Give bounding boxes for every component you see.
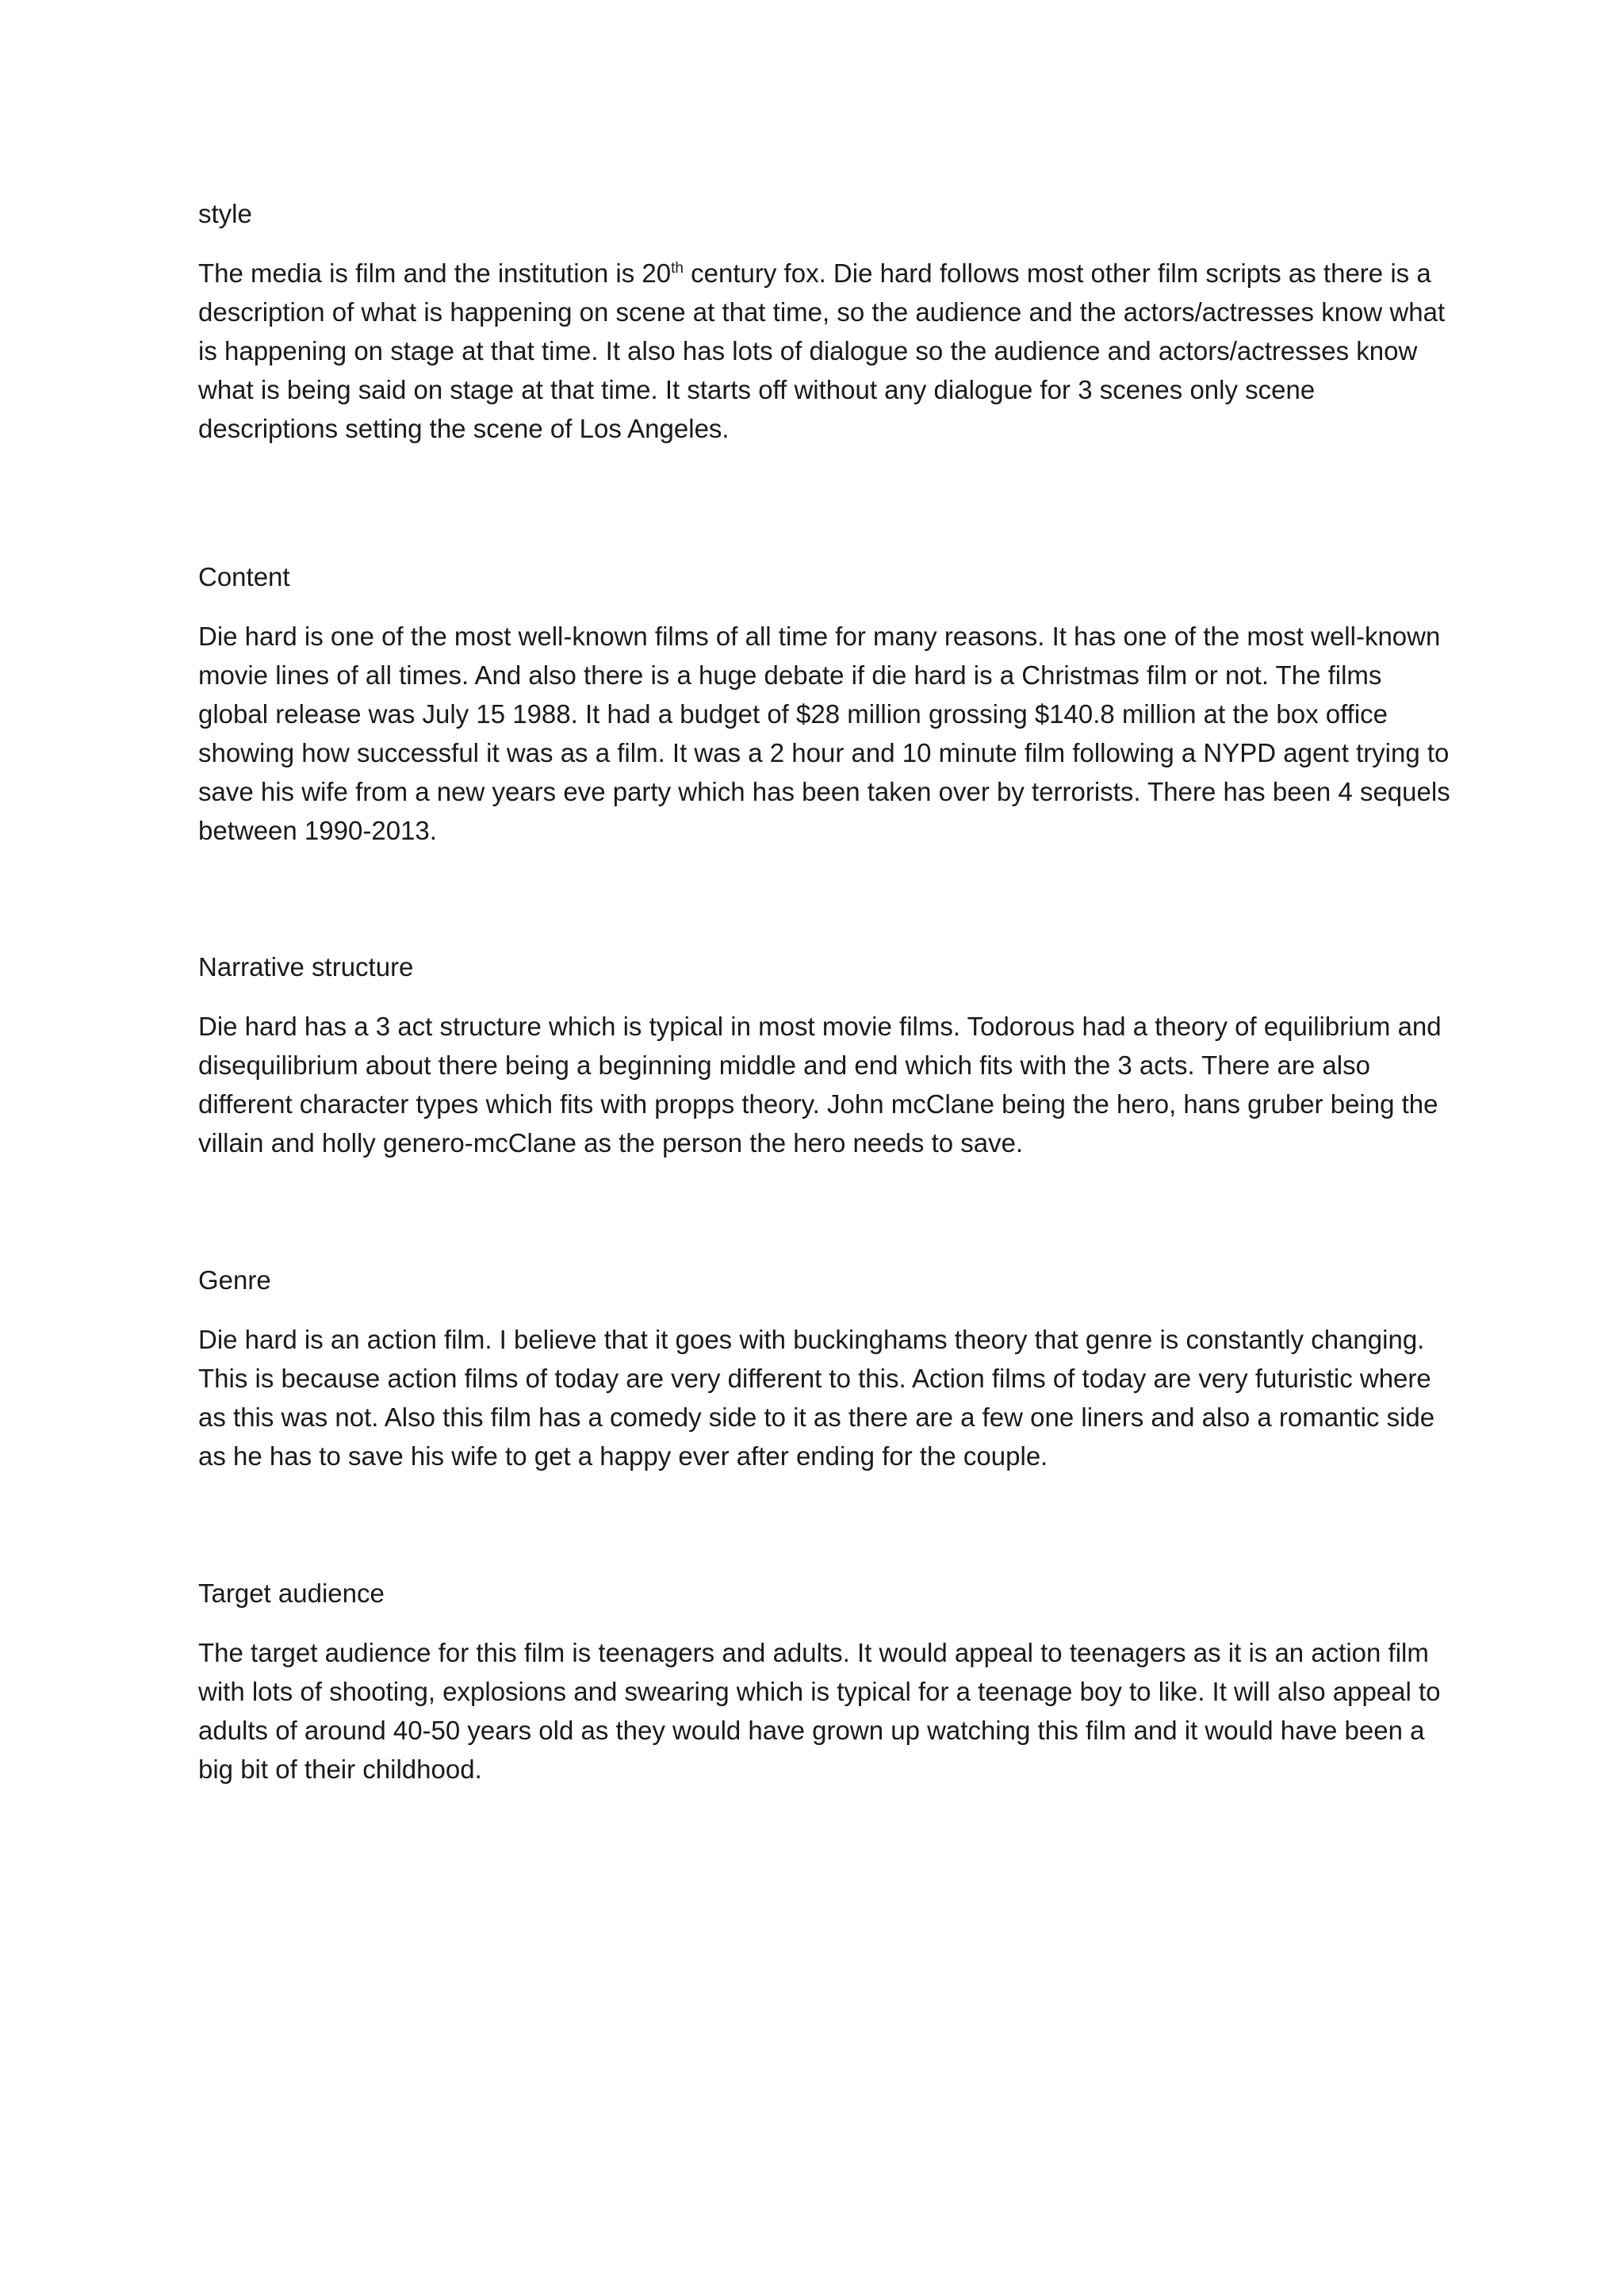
- section-body-genre: Die hard is an action film. I believe that it goes with buckinghams theory that genre is constantly changing. This is because action films of today are very different to this. Action films of today are very futuristic where as this was not. Also this film has a comedy side to it as there are a few one liners and also a romantic side as he has to save his wife to get a happy ever after ending for the couple.: [198, 1325, 1435, 1471]
- section-body-style: [198, 254, 1451, 448]
- style-text-part-1: The media is film and the institution is 20: [198, 258, 672, 288]
- section-narrative-structure: [198, 947, 1451, 1162]
- section-target-audience: [198, 1574, 1451, 1789]
- section-spacer: [198, 448, 1451, 557]
- section-heading-genre: Genre: [198, 1265, 271, 1295]
- section-spacer: [198, 1162, 1451, 1261]
- section-genre: [198, 1261, 1451, 1475]
- section-spacer: [198, 1475, 1451, 1574]
- section-heading-narrative-structure: Narrative structure: [198, 952, 414, 982]
- section-heading-style: style: [198, 199, 252, 228]
- style-text-part-2: century fox. Die hard follows most other film scripts as there is a description of what is happening on scene at that time, so the audience and the actors/actresses know what is happening on stage at that time. It also has lots of dialogue so the audience and actors/actresses know what is being said on stage at that time. It starts off without any dialogue for 3 scenes only scene descriptions setting the scene of Los Angeles.: [198, 258, 1446, 443]
- section-body-narrative-structure: Die hard has a 3 act structure which is typical in most movie films. Todorous had a theory of equilibrium and disequilibrium about there being a beginning middle and end which fits with the 3 acts. There are also different character types which fits with propps theory. John mcClane being the hero, hans gruber being the villain and holly genero-mcClane as the person the hero needs to save.: [198, 1012, 1442, 1158]
- section-heading-target-audience: Target audience: [198, 1578, 385, 1608]
- document-content: [198, 194, 1451, 1789]
- section-body-content: Die hard is one of the most well-known films of all time for many reasons. It has one of the most well-known movie lines of all times. And also there is a huge debate if die hard is a Christmas film or not. The films global release was July 15 1988. It had a budget of $28 million grossing $140.8 million at the box office showing how successful it was as a film. It was a 2 hour and 10 minute film following a NYPD agent trying to save his wife from a new years eve party which has been taken over by terrorists. There has been 4 sequels between 1990-2013.: [198, 622, 1450, 845]
- section-spacer: [198, 850, 1451, 947]
- ordinal-superscript: th: [671, 260, 684, 277]
- section-style: [198, 194, 1451, 448]
- section-heading-content: Content: [198, 562, 290, 591]
- section-content: [198, 557, 1451, 850]
- section-body-target-audience: The target audience for this film is teenagers and adults. It would appeal to teenagers as it is an action film with lots of shooting, explosions and swearing which is typical for a teenage boy to like. It will also appeal to adults of around 40-50 years old as they would have grown up watching this film and it would have been a big bit of their childhood.: [198, 1638, 1441, 1784]
